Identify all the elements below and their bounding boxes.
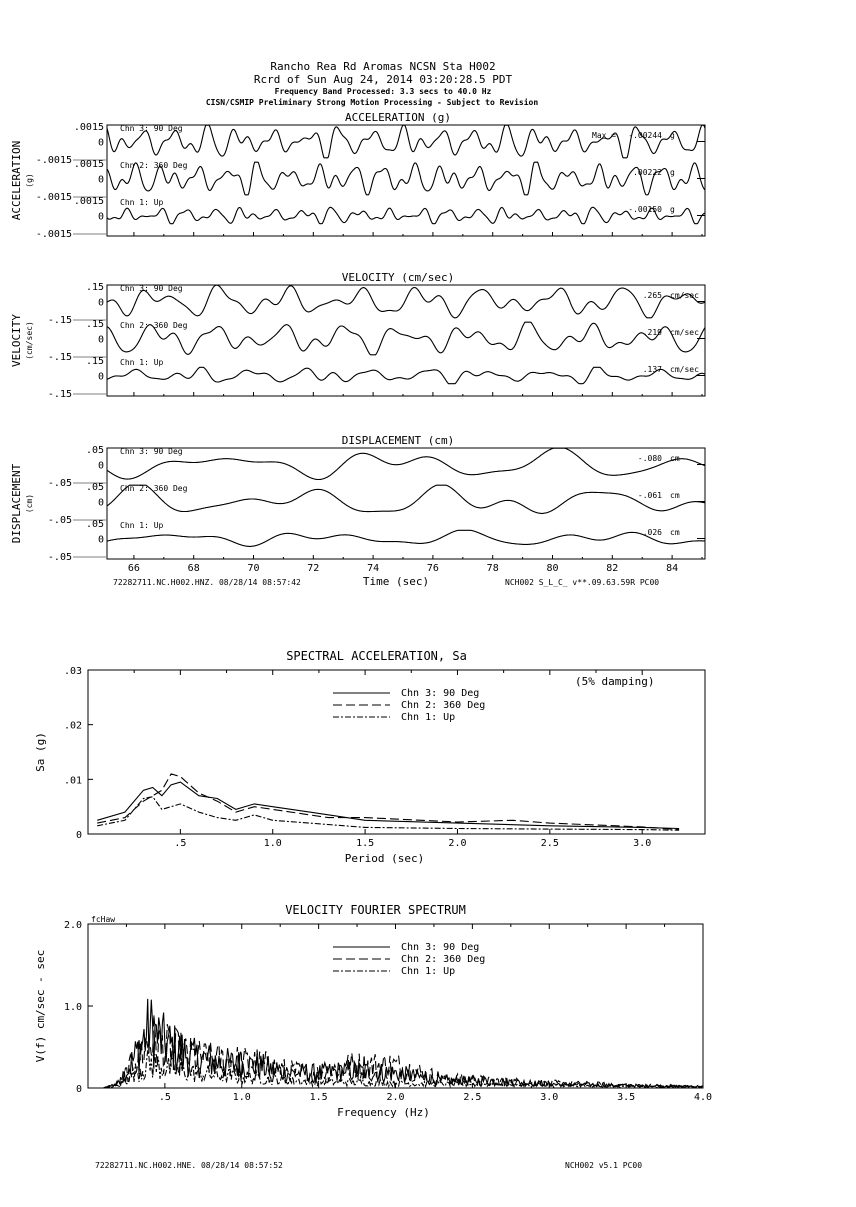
y-tick-label: 0 <box>97 534 104 546</box>
panel-velocity <box>10 271 705 400</box>
peak-value: -.00244 <box>628 131 662 140</box>
legend-label: Chn 3: 90 Deg <box>401 942 480 953</box>
legend-label: Chn 2: 360 Deg <box>401 700 486 711</box>
corner-label: fcHaw <box>91 915 116 924</box>
x-tick-label: 80 <box>546 563 559 574</box>
x-tick-label: 1.0 <box>263 838 282 849</box>
y-tick-label: 2.0 <box>63 920 82 931</box>
channel-label: Chn 1: Up <box>120 198 164 207</box>
channel-label: Chn 3: 90 Deg <box>120 124 183 133</box>
y-tick-label: 0 <box>97 174 104 186</box>
page-footer-right: NCH002 v5.1 PC00 <box>565 1161 643 1170</box>
y-axis-label: DISPLACEMENT <box>10 463 23 544</box>
y-tick-label: -.05 <box>47 552 72 563</box>
peak-unit: g <box>670 168 675 177</box>
peak-value: .00222 <box>633 168 662 177</box>
x-tick-label: 2.5 <box>540 838 559 849</box>
peak-value: -.080 <box>637 454 662 463</box>
waveform-trace <box>107 485 705 513</box>
peak-unit: cm/sec <box>670 365 699 374</box>
x-tick-label: 2.0 <box>448 838 467 849</box>
y-tick-label: 1.0 <box>63 1002 82 1013</box>
legend-label: Chn 2: 360 Deg <box>401 954 486 965</box>
peak-unit: cm <box>670 454 680 463</box>
chart-title: SPECTRAL ACCELERATION, Sa <box>286 649 467 663</box>
y-tick-label: 0 <box>97 297 104 309</box>
x-tick-label: 1.5 <box>356 838 375 849</box>
y-tick-label: 0 <box>97 371 104 383</box>
channel-label: Chn 1: Up <box>120 521 164 530</box>
peak-value: -.061 <box>637 491 662 500</box>
y-tick-label: 0 <box>75 1084 82 1095</box>
y-tick-label: -.15 <box>47 352 72 363</box>
y-tick-label: .03 <box>63 666 82 677</box>
x-tick-label: 74 <box>367 563 380 574</box>
header-band: Frequency Band Processed: 3.3 secs to 40.0 Hz <box>274 87 492 96</box>
x-tick-label: 1.5 <box>309 1092 328 1103</box>
panel-title: ACCELERATION (g) <box>345 111 451 124</box>
peak-value: .265 <box>642 291 662 300</box>
waveform-trace <box>107 322 705 355</box>
channel-label: Chn 3: 90 Deg <box>120 284 183 293</box>
y-tick-label: -.15 <box>47 315 72 326</box>
y-tick-label: .05 <box>85 519 104 530</box>
x-tick-label: .5 <box>158 1092 171 1103</box>
waveform-trace <box>107 530 705 546</box>
waveform-trace <box>107 367 705 383</box>
y-tick-label: 0 <box>97 497 104 509</box>
y-axis-label: Sa (g) <box>34 732 47 772</box>
channel-label: Chn 1: Up <box>120 358 164 367</box>
waveform-trace <box>107 207 705 223</box>
y-tick-label: .0015 <box>73 122 104 133</box>
y-tick-label: -.05 <box>47 478 72 489</box>
chart-frame <box>88 670 705 834</box>
peak-unit: cm <box>670 491 680 500</box>
panel-acceleration <box>10 111 705 240</box>
series-line <box>103 1015 702 1089</box>
time-axis-label: Time (sec) <box>362 575 430 588</box>
x-tick-label: 84 <box>666 563 679 574</box>
y-tick-label: .0015 <box>73 196 104 207</box>
y-axis-label: VELOCITY <box>10 314 23 367</box>
y-tick-label: -.0015 <box>35 192 72 203</box>
panel-displacement <box>10 434 705 574</box>
page-footer-left: 72282711.NC.H002.HNE. 08/28/14 08:57:52 <box>95 1161 283 1170</box>
x-tick-label: 3.0 <box>633 838 652 849</box>
peak-unit: cm/sec <box>670 328 699 337</box>
y-tick-label: .15 <box>85 356 104 367</box>
y-tick-label: -.0015 <box>35 155 72 166</box>
peak-unit: cm <box>670 528 680 537</box>
panel-title: VELOCITY (cm/sec) <box>341 271 455 284</box>
x-axis-label: Period (sec) <box>344 852 425 865</box>
channel-label: Chn 2: 360 Deg <box>120 161 188 170</box>
x-tick-label: 68 <box>187 563 200 574</box>
x-tick-label: 76 <box>426 563 439 574</box>
y-tick-label: .0015 <box>73 159 104 170</box>
peak-value: -.00150 <box>628 205 662 214</box>
max-label: Max = <box>592 131 617 140</box>
x-tick-label: 66 <box>127 563 140 574</box>
y-tick-label: 0 <box>75 830 82 841</box>
header-disclaimer: CISN/CSMIP Preliminary Strong Motion Processing - Subject to Revision <box>205 98 539 107</box>
y-tick-label: .01 <box>63 775 82 787</box>
peak-value: .026 <box>642 528 662 537</box>
channel-label: Chn 3: 90 Deg <box>120 447 183 456</box>
y-axis-unit: (g) <box>25 173 34 188</box>
peak-unit: g <box>670 205 675 214</box>
header-record: Rcrd of Sun Aug 24, 2014 03:20:28.5 PDT <box>253 73 513 86</box>
y-tick-label: .05 <box>85 445 104 456</box>
x-tick-label: 70 <box>247 563 260 574</box>
y-axis-unit: (cm) <box>25 493 34 514</box>
y-tick-label: 0 <box>97 460 104 472</box>
x-tick-label: 2.5 <box>463 1092 482 1103</box>
legend-label: Chn 1: Up <box>401 712 456 723</box>
y-tick-label: .02 <box>63 720 82 732</box>
panel-frame <box>107 125 705 236</box>
peak-value: .137 <box>642 365 662 374</box>
y-tick-label: .15 <box>85 319 104 330</box>
y-tick-label: -.15 <box>47 389 72 400</box>
y-axis-label: V(f) cm/sec - sec <box>34 949 47 1063</box>
y-axis-unit: (cm/sec) <box>25 321 34 360</box>
damping-note: (5% damping) <box>575 675 655 688</box>
y-axis-label: ACCELERATION <box>10 140 23 221</box>
fourier-spectrum-chart <box>34 903 712 1119</box>
y-tick-label: -.0015 <box>35 229 72 240</box>
x-tick-label: 3.5 <box>617 1092 636 1103</box>
x-tick-label: .5 <box>174 838 187 849</box>
peak-unit: g <box>670 131 675 140</box>
y-tick-label: -.05 <box>47 515 72 526</box>
x-tick-label: 4.0 <box>693 1092 713 1103</box>
time-footer-left: 72282711.NC.H002.HNZ. 08/28/14 08:57:42 <box>113 578 301 587</box>
x-tick-label: 2.0 <box>386 1092 405 1103</box>
legend-label: Chn 1: Up <box>401 966 456 977</box>
spectral-acceleration-chart <box>34 649 705 865</box>
x-tick-label: 78 <box>486 563 499 574</box>
chart-title: VELOCITY FOURIER SPECTRUM <box>285 903 466 917</box>
x-tick-label: 72 <box>307 563 320 574</box>
y-tick-label: .05 <box>85 482 104 493</box>
header-station: Rancho Rea Rd Aromas NCSN Sta H002 <box>270 60 496 73</box>
waveform-trace <box>107 448 705 479</box>
channel-label: Chn 2: 360 Deg <box>120 484 188 493</box>
channel-label: Chn 2: 360 Deg <box>120 321 188 330</box>
y-tick-label: 0 <box>97 211 104 223</box>
peak-value: .219 <box>642 328 662 337</box>
time-footer-right: NCH002 S_L_C_ v**.09.63.59R PC00 <box>505 578 660 587</box>
waveform-trace <box>107 162 705 195</box>
panel-title: DISPLACEMENT (cm) <box>341 434 455 447</box>
y-tick-label: .15 <box>85 282 104 293</box>
x-tick-label: 1.0 <box>232 1092 251 1103</box>
waveform-trace <box>107 285 705 318</box>
legend-label: Chn 3: 90 Deg <box>401 688 480 699</box>
y-tick-label: 0 <box>97 137 104 149</box>
x-axis-label: Frequency (Hz) <box>337 1106 430 1119</box>
y-tick-label: 0 <box>97 334 104 346</box>
x-tick-label: 3.0 <box>540 1092 559 1103</box>
time-series-panels <box>10 111 705 574</box>
x-tick-label: 82 <box>606 563 619 574</box>
peak-unit: cm/sec <box>670 291 699 300</box>
